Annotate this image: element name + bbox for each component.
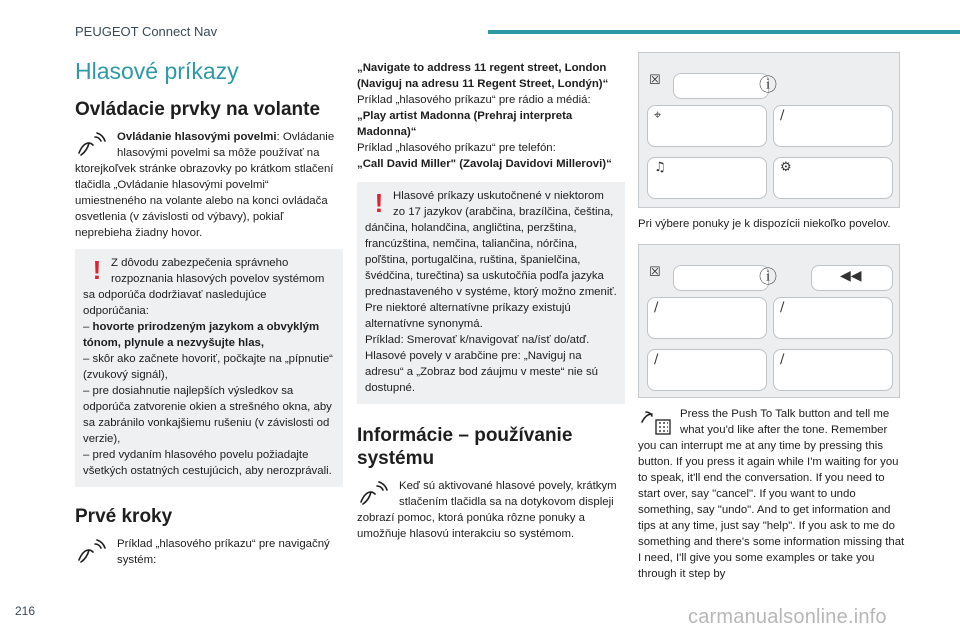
screen-button — [647, 105, 767, 147]
voice-command-term: Ovládanie hlasovými povelmi — [117, 131, 277, 143]
warning-arabic: Hlasové povely v arabčine pre: „Naviguj na adresu“ a „Zobraz bod záujmu v meste“ nie sú dostupné. — [365, 350, 598, 394]
warning-item-windows: – pre dosiahnutie najlepších výsledkov sa odporúča zatvorenie okien a strešného okna, aby sa zabránilo vonkajšiemu rušeniu (v závislosti od verzie), — [83, 385, 332, 445]
screen-caption: Pri výbere ponuky je k dispozícii niekoľko povelov. — [638, 218, 891, 230]
warning-box-recognition — [75, 249, 343, 487]
screen-button — [647, 157, 767, 199]
voice-icon: ∕ — [780, 300, 785, 315]
section-heading-first-steps: Prvé kroky — [75, 506, 173, 527]
voice-icon: ∕ — [654, 352, 659, 367]
english-instructions-paragraph: Press the Push To Talk button and tell me what you'd like after the tone. Remember you can interrupt me at any time by pressing this button. If you press it again while I'm waiting for you to speak, it'll end the conversation. If you need to start over, say "cancel". If you want to undo something, say "undo". And to get information and tips at any time, just say "help". If you ask to me do something and there's some information missing that I need, I'll give you some examples or take you through it step by — [638, 408, 905, 580]
warning-item-natural-language: – hovorte prirodzeným jazykom a obvyklým tónom, plynule a nezvyšujte hlas, — [83, 321, 320, 349]
media-example: „Play artist Madonna (Prehraj interpreta Madonna)“ — [357, 110, 573, 138]
warning-synonym-example: Príklad: Smerovať k/navigovať na/ísť do/atď. — [365, 334, 590, 346]
section-heading-information: Informácie – používanie systému — [357, 425, 573, 469]
voice-icon: ∕ — [780, 352, 785, 367]
music-icon: ♫ — [654, 160, 666, 175]
information-paragraph: Keď sú aktivované hlasové povely, krátkym stlačením tlačidla sa na dotykovom displeji zobrazí pomoc, ktorá ponúka rôzne ponuky a umožňuje hlasovú interakciu so systémom. — [357, 480, 617, 540]
info-icon: ⓘ — [759, 267, 777, 288]
warning-intro: Z dôvodu zabezpečenia správneho rozpoznania hlasových povelov systémom sa odporúča dodržiavať nasledujúce odporúčania: — [83, 257, 325, 317]
screen-button — [773, 349, 893, 391]
close-icon: ☒ — [649, 265, 661, 280]
screen-button — [773, 105, 893, 147]
screen-illustration-2 — [638, 244, 900, 398]
screen-field — [673, 73, 769, 99]
back-icon: ◀◀ — [840, 268, 862, 284]
phone-example: „Call David Miller" (Zavolaj Davidovi Millerovi)“ — [357, 158, 612, 170]
voice-command-icon — [75, 131, 115, 161]
section-heading-steering-controls: Ovládacie prvky na volante — [75, 99, 321, 120]
first-steps-paragraph: Príklad „hlasového príkazu“ pre navigačný systém: — [75, 536, 343, 568]
settings-icon: ⚙ — [780, 160, 792, 175]
media-example-intro: Príklad „hlasového príkazu“ pre rádio a médiá: — [357, 94, 591, 106]
warning-languages: Hlasové príkazy uskutočnené v niektorom zo 17 jazykov (arabčina, brazílčina, čeština, dánčina, holandčina, angličtina, perzština, francúzština, nemčina, taliančina, nórčina, poľština, portugalčina, ruština, španielčina, švédčina, turečtina) sa uskutočňia podľa jazyka prednastaveného v systéme, ktorý možno zmeniť. — [365, 190, 617, 298]
voice-keypad-icon — [638, 408, 678, 438]
running-header: PEUGEOT Connect Nav — [75, 24, 218, 39]
screen-button — [647, 297, 767, 339]
screen-button — [773, 297, 893, 339]
screen-button — [647, 349, 767, 391]
phone-example-intro: Príklad „hlasového príkazu“ pre telefón: — [357, 142, 556, 154]
close-icon: ☒ — [649, 73, 661, 88]
page-number: 216 — [15, 604, 36, 618]
page-title: Hlasové príkazy — [75, 58, 239, 84]
screen-field — [673, 265, 769, 291]
header-accent-bar — [488, 30, 960, 34]
info-icon: ⓘ — [759, 75, 777, 96]
column-right — [638, 52, 906, 582]
warning-item-passengers: – pred vydaním hlasového povelu požiadajte všetkých ostatných cestujúcich, aby nerozprávali. — [83, 449, 332, 477]
warning-exclamation-icon: ! — [92, 255, 102, 285]
voice-command-icon — [75, 538, 115, 568]
voice-command-icon — [357, 480, 397, 510]
watermark: carmanualsonline.info — [688, 606, 887, 628]
warning-item-beep: – skôr ako začnete hovoriť, počkajte na „pípnutie“ (zvukový signál), — [83, 353, 333, 381]
warning-exclamation-icon: ! — [374, 188, 384, 218]
navigation-icon: ⌖ — [654, 108, 662, 123]
navigation-example: „Navigate to address 11 regent street, London (Naviguj na adresu 11 Regent Street, Londýn)“ — [357, 62, 609, 90]
screen-illustration-1 — [638, 52, 900, 208]
column-left — [75, 52, 343, 568]
warning-synonyms: Pre niektoré alternatívne príkazy existujú alternatívne synonymá. — [365, 302, 571, 330]
warning-box-languages — [357, 182, 625, 404]
screen-field — [811, 265, 893, 291]
voice-command-description: : Ovládanie hlasovými povelmi sa môže používať na ktorejkoľvek stránke obrazovky po krátkom stlačení tlačidla „Ovládanie hlasovými povelmi“ umiestneného na volante alebo na konci ovládača osvetlenia (v závislosti od výbavy), pokiaľ neprebieha žiadny hovor. — [75, 131, 335, 239]
voice-icon: ∕ — [780, 108, 785, 123]
column-middle — [357, 52, 625, 542]
voice-command-paragraph — [75, 129, 343, 241]
screen-button — [773, 157, 893, 199]
voice-icon: ∕ — [654, 300, 659, 315]
